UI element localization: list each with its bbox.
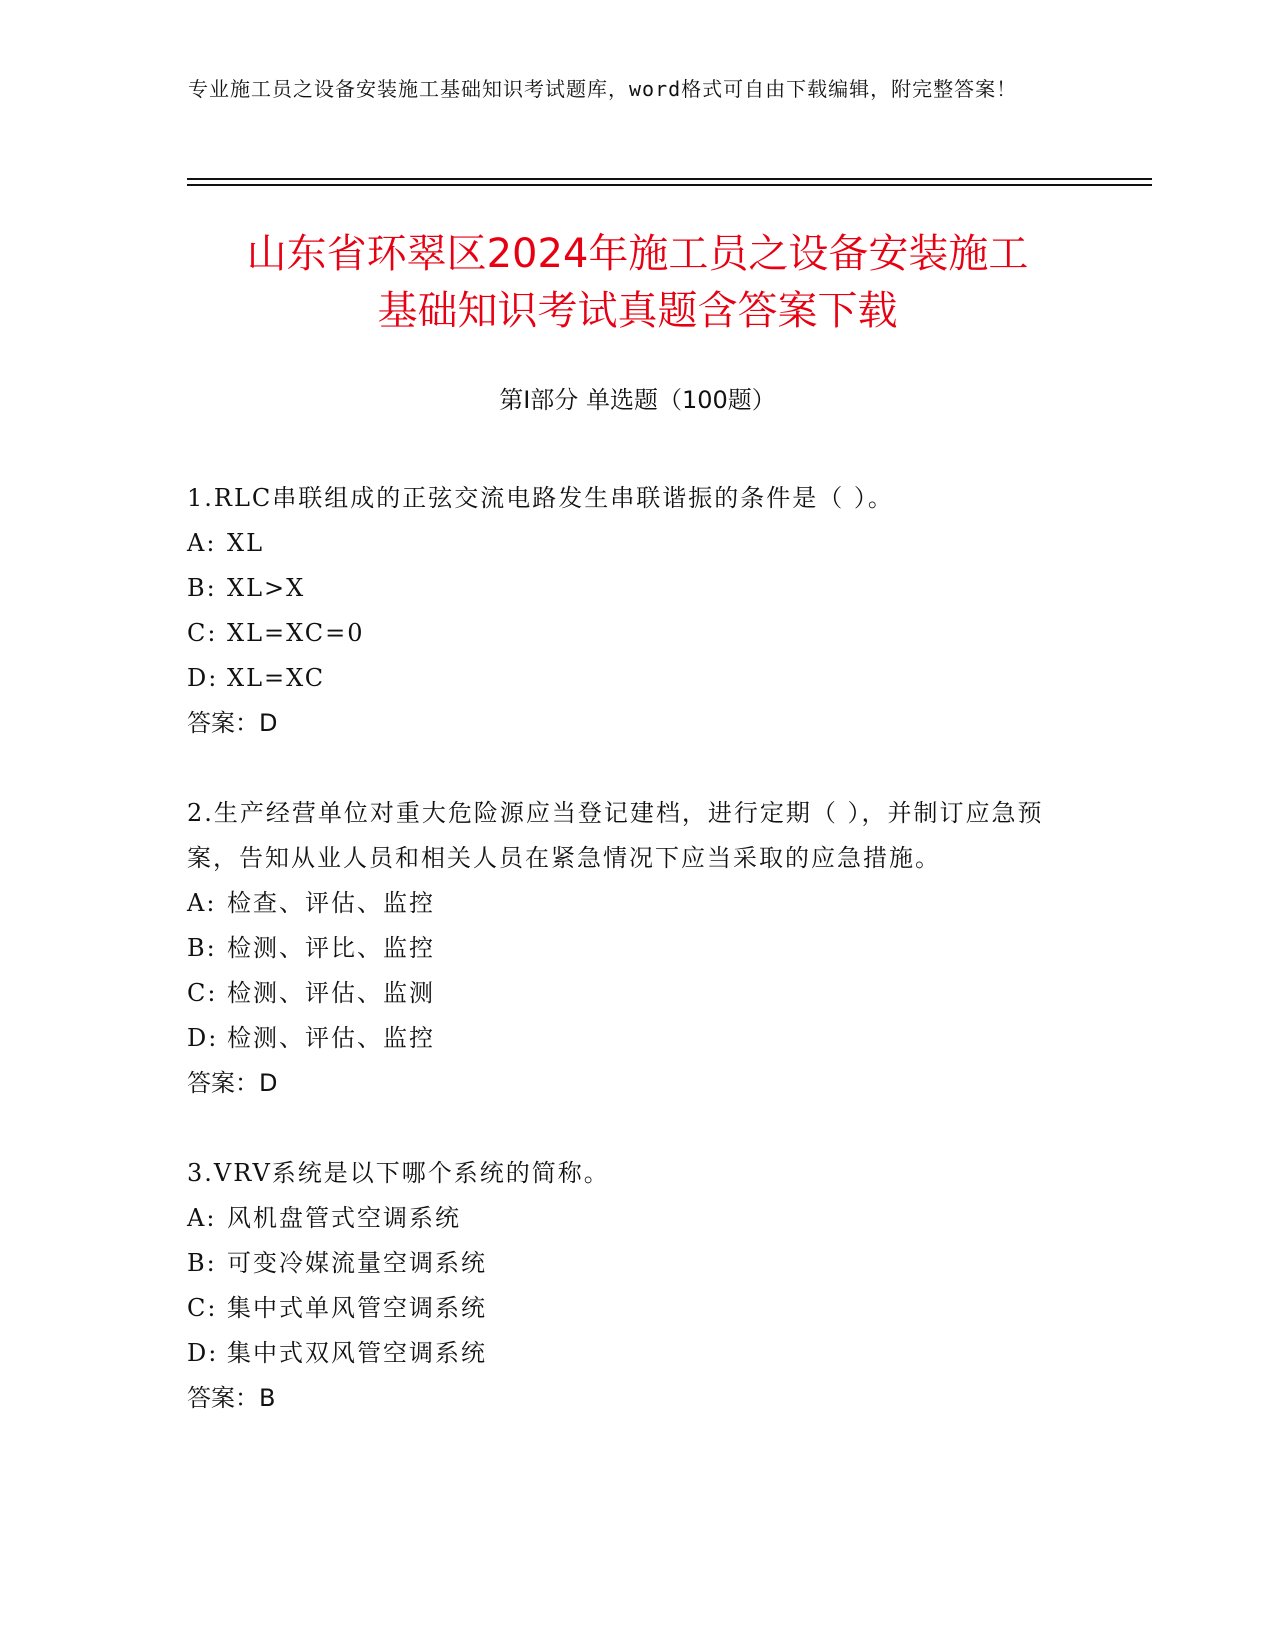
option-text: 检测、评比、监控 <box>227 934 435 962</box>
option-text: 集中式单风管空调系统 <box>227 1294 487 1322</box>
header-note: 专业施工员之设备安装施工基础知识考试题库，word格式可自由下载编辑，附完整答案！ <box>188 77 1018 101</box>
option-text: XL <box>227 529 265 557</box>
option-text: 风机盘管式空调系统 <box>227 1204 461 1232</box>
title-line-2: 基础知识考试真题含答案下载 <box>377 288 898 334</box>
option-text: 集中式双风管空调系统 <box>227 1339 487 1367</box>
option-b <box>187 926 1077 971</box>
question-2 <box>187 791 1077 1106</box>
option-a <box>187 521 1077 566</box>
option-text: 检测、评估、监控 <box>227 1024 435 1052</box>
option-c <box>187 1286 1077 1331</box>
header-divider-top <box>187 178 1152 180</box>
option-key: C: <box>187 1294 218 1322</box>
option-c <box>187 611 1077 656</box>
option-c <box>187 971 1077 1016</box>
option-key: D: <box>187 1339 219 1367</box>
option-a <box>187 881 1077 926</box>
option-a <box>187 1196 1077 1241</box>
option-text: 检查、评估、监控 <box>227 889 435 917</box>
question-1 <box>187 476 1077 746</box>
option-b <box>187 566 1077 611</box>
option-key: C: <box>187 979 218 1007</box>
header-divider-bottom <box>187 184 1152 186</box>
question-3 <box>187 1151 1077 1421</box>
option-key: A: <box>187 529 217 557</box>
answer: 答案：D <box>187 709 278 737</box>
option-text: 检测、评估、监测 <box>227 979 435 1007</box>
title-line-1: 山东省环翠区2024年施工员之设备安装施工 <box>246 231 1029 277</box>
document-title <box>140 226 1135 340</box>
option-text: XL=XC=0 <box>227 619 365 647</box>
option-key: D: <box>187 1024 219 1052</box>
option-key: A: <box>187 1204 217 1232</box>
option-d <box>187 1016 1077 1061</box>
option-key: D: <box>187 664 219 692</box>
answer: 答案：B <box>187 1384 276 1412</box>
answer: 答案：D <box>187 1069 278 1097</box>
option-key: B: <box>187 1249 217 1277</box>
option-key: C: <box>187 619 218 647</box>
option-text: XL>X <box>227 574 306 602</box>
option-text: 可变冷媒流量空调系统 <box>227 1249 487 1277</box>
option-b <box>187 1241 1077 1286</box>
option-key: A: <box>187 889 217 917</box>
question-stem: 1.RLC串联组成的正弦交流电路发生串联谐振的条件是（ ）。 <box>187 484 894 512</box>
option-text: XL=XC <box>227 664 326 692</box>
option-key: B: <box>187 574 217 602</box>
question-stem: 3.VRV系统是以下哪个系统的简称。 <box>187 1159 610 1187</box>
option-key: B: <box>187 934 217 962</box>
option-d <box>187 1331 1077 1376</box>
question-stem: 2.生产经营单位对重大危险源应当登记建档，进行定期（ ），并制订应急预案，告知从业人员和相关人员在紧急情况下应当采取的应急措施。 <box>187 799 1044 872</box>
section-heading: 第Ⅰ部分 单选题（100题） <box>499 386 776 414</box>
option-d <box>187 656 1077 701</box>
question-list <box>187 476 1077 1466</box>
